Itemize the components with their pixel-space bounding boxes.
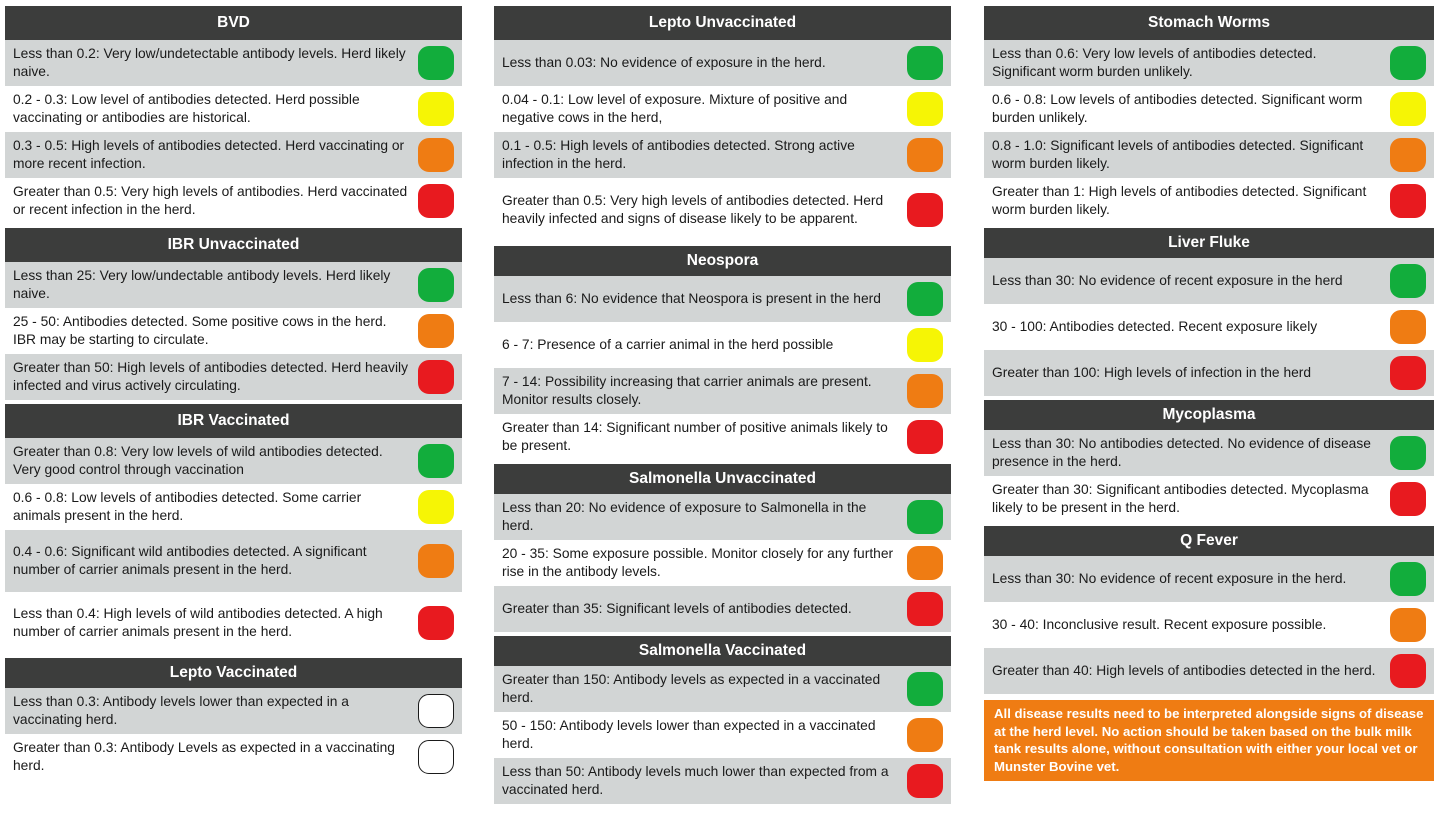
green-indicator-icon — [1390, 46, 1426, 80]
row-description: 0.2 - 0.3: Low level of antibodies detected. Herd possible vaccinating or antibodies are historical. — [13, 91, 360, 125]
row-description: Greater than 0.5: Very high levels of antibodies detected. Herd heavily infected and signs of disease likely to be apparent. — [502, 192, 884, 226]
result-row — [984, 648, 1434, 694]
green-indicator-icon — [1390, 436, 1426, 470]
result-row — [5, 530, 462, 592]
orange-indicator-icon — [1390, 608, 1426, 642]
result-row — [494, 586, 951, 632]
orange-indicator-icon — [418, 138, 454, 172]
yellow-indicator-icon — [1390, 92, 1426, 126]
section-lepto-unvaccinated — [494, 6, 951, 242]
section-header: Salmonella Unvaccinated — [494, 464, 951, 494]
disclaimer-note: All disease results need to be interpreted alongside signs of disease at the herd level. No action should be taken based on the bulk milk tank results alone, without consultation with either your local vet or Munster Bovine vet. — [984, 700, 1434, 781]
green-indicator-icon — [1390, 264, 1426, 298]
section-bvd — [5, 6, 462, 224]
result-row — [494, 132, 951, 178]
red-indicator-icon — [907, 592, 943, 626]
result-row — [5, 734, 462, 780]
row-description: 0.4 - 0.6: Significant wild antibodies detected. A significant number of carrier animals present in the herd. — [13, 543, 367, 577]
result-row — [984, 350, 1434, 396]
orange-indicator-icon — [907, 718, 943, 752]
orange-indicator-icon — [907, 546, 943, 580]
result-row — [984, 258, 1434, 304]
row-description: 50 - 150: Antibody levels lower than expected in a vaccinated herd. — [502, 717, 876, 751]
orange-indicator-icon — [907, 138, 943, 172]
result-row — [5, 178, 462, 224]
section-mycoplasma — [984, 400, 1434, 522]
result-row — [5, 40, 462, 86]
row-description: Less than 20: No evidence of exposure to Salmonella in the herd. — [502, 499, 867, 533]
yellow-indicator-icon — [418, 490, 454, 524]
section-header: IBR Vaccinated — [5, 404, 462, 438]
section-ibr-vaccinated — [5, 404, 462, 654]
red-indicator-icon — [1390, 482, 1426, 516]
red-indicator-icon — [418, 360, 454, 394]
result-row — [984, 86, 1434, 132]
section-ibr-unvaccinated — [5, 228, 462, 400]
result-row — [494, 178, 951, 242]
green-indicator-icon — [418, 444, 454, 478]
row-description: Less than 30: No antibodies detected. No evidence of disease presence in the herd. — [992, 435, 1371, 469]
result-row — [494, 712, 951, 758]
orange-indicator-icon — [418, 544, 454, 578]
result-row — [5, 592, 462, 654]
result-row — [984, 178, 1434, 224]
orange-indicator-icon — [418, 314, 454, 348]
section-header: Neospora — [494, 246, 951, 276]
result-row — [494, 368, 951, 414]
row-description: Greater than 40: High levels of antibodies detected in the herd. — [992, 662, 1376, 678]
section-lepto-vaccinated — [5, 658, 462, 780]
result-row — [494, 666, 951, 712]
section-header: Mycoplasma — [984, 400, 1434, 430]
column-middle — [494, 6, 951, 808]
row-description: 0.3 - 0.5: High levels of antibodies detected. Herd vaccinating or more recent infection. — [13, 137, 405, 171]
row-description: Greater than 14: Significant number of positive animals likely to be present. — [502, 419, 888, 453]
result-row — [5, 308, 462, 354]
row-description: Greater than 0.5: Very high levels of antibodies. Herd vaccinated or recent infection in the herd. — [13, 183, 408, 217]
row-description: 0.04 - 0.1: Low level of exposure. Mixture of positive and negative cows in the herd, — [502, 91, 848, 125]
result-row — [984, 476, 1434, 522]
green-indicator-icon — [418, 46, 454, 80]
result-row — [5, 688, 462, 734]
result-row — [984, 304, 1434, 350]
row-description: Greater than 0.3: Antibody Levels as expected in a vaccinating herd. — [13, 739, 395, 773]
result-row — [5, 86, 462, 132]
result-row — [494, 40, 951, 86]
section-salmonella-vaccinated — [494, 636, 951, 804]
row-description: 7 - 14: Possibility increasing that carrier animals are present. Monitor results closely. — [502, 373, 872, 407]
row-description: Less than 25: Very low/undectable antibody levels. Herd likely naive. — [13, 267, 391, 301]
result-row — [984, 556, 1434, 602]
row-description: Greater than 0.8: Very low levels of wild antibodies detected. Very good control through vaccination — [13, 443, 383, 477]
section-neospora — [494, 246, 951, 460]
result-row — [494, 322, 951, 368]
orange-indicator-icon — [907, 374, 943, 408]
section-stomach-worms — [984, 6, 1434, 224]
section-header: Q Fever — [984, 526, 1434, 556]
result-row — [494, 494, 951, 540]
row-description: 0.8 - 1.0: Significant levels of antibodies detected. Significant worm burden likely. — [992, 137, 1364, 171]
section-header: Liver Fluke — [984, 228, 1434, 258]
row-description: 6 - 7: Presence of a carrier animal in the herd possible — [502, 336, 834, 352]
row-description: 20 - 35: Some exposure possible. Monitor closely for any further rise in the antibody levels. — [502, 545, 894, 579]
result-row — [5, 354, 462, 400]
result-row — [5, 438, 462, 484]
row-description: Less than 0.4: High levels of wild antibodies detected. A high number of carrier animals present in the herd. — [13, 605, 383, 639]
row-description: Less than 0.6: Very low levels of antibodies detected. Significant worm burden unlikely. — [992, 45, 1317, 79]
green-indicator-icon — [907, 282, 943, 316]
red-indicator-icon — [907, 193, 943, 227]
red-indicator-icon — [907, 420, 943, 454]
row-description: Less than 50: Antibody levels much lower than expected from a vaccinated herd. — [502, 763, 889, 797]
row-description: 30 - 100: Antibodies detected. Recent exposure likely — [992, 318, 1318, 334]
row-description: Less than 0.2: Very low/undetectable antibody levels. Herd likely naive. — [13, 45, 406, 79]
result-row — [984, 132, 1434, 178]
section-header: Lepto Unvaccinated — [494, 6, 951, 40]
section-header: Stomach Worms — [984, 6, 1434, 40]
result-row — [494, 276, 951, 322]
row-description: Less than 0.03: No evidence of exposure in the herd. — [502, 54, 826, 70]
row-description: Greater than 100: High levels of infection in the herd — [992, 364, 1312, 380]
white-indicator-icon — [418, 740, 454, 774]
row-description: Less than 0.3: Antibody levels lower than expected in a vaccinating herd. — [13, 693, 349, 727]
row-description: Greater than 1: High levels of antibodies detected. Significant worm burden likely. — [992, 183, 1367, 217]
row-description: Greater than 35: Significant levels of antibodies detected. — [502, 600, 852, 616]
green-indicator-icon — [907, 46, 943, 80]
row-description: Greater than 150: Antibody levels as expected in a vaccinated herd. — [502, 671, 881, 705]
red-indicator-icon — [1390, 184, 1426, 218]
result-row — [494, 86, 951, 132]
green-indicator-icon — [1390, 562, 1426, 596]
result-row — [5, 484, 462, 530]
yellow-indicator-icon — [907, 92, 943, 126]
result-row — [494, 414, 951, 460]
section-q-fever — [984, 526, 1434, 694]
column-left — [5, 6, 462, 784]
row-description: Less than 30: No evidence of recent exposure in the herd — [992, 272, 1343, 288]
red-indicator-icon — [907, 764, 943, 798]
red-indicator-icon — [1390, 356, 1426, 390]
yellow-indicator-icon — [418, 92, 454, 126]
row-description: 0.6 - 0.8: Low levels of antibodies detected. Some carrier animals present in the herd. — [13, 489, 362, 523]
result-row — [494, 540, 951, 586]
red-indicator-icon — [1390, 654, 1426, 688]
green-indicator-icon — [418, 268, 454, 302]
result-row — [984, 602, 1434, 648]
result-row — [984, 430, 1434, 476]
green-indicator-icon — [907, 672, 943, 706]
result-row — [5, 132, 462, 178]
result-row — [494, 758, 951, 804]
row-description: Less than 30: No evidence of recent exposure in the herd. — [992, 570, 1347, 586]
row-description: Greater than 30: Significant antibodies detected. Mycoplasma likely to be present in the herd. — [992, 481, 1369, 515]
column-right — [984, 6, 1434, 781]
row-description: 0.6 - 0.8: Low levels of antibodies detected. Significant worm burden unlikely. — [992, 91, 1363, 125]
section-header: BVD — [5, 6, 462, 40]
result-row — [5, 262, 462, 308]
green-indicator-icon — [907, 500, 943, 534]
row-description: 30 - 40: Inconclusive result. Recent exposure possible. — [992, 616, 1327, 632]
red-indicator-icon — [418, 184, 454, 218]
red-indicator-icon — [418, 606, 454, 640]
orange-indicator-icon — [1390, 310, 1426, 344]
result-row — [984, 40, 1434, 86]
row-description: 0.1 - 0.5: High levels of antibodies detected. Strong active infection in the herd. — [502, 137, 855, 171]
row-description: Less than 6: No evidence that Neospora is present in the herd — [502, 290, 881, 306]
row-description: 25 - 50: Antibodies detected. Some positive cows in the herd. IBR may be starting to circulate. — [13, 313, 387, 347]
section-salmonella-unvaccinated — [494, 464, 951, 632]
orange-indicator-icon — [1390, 138, 1426, 172]
white-indicator-icon — [418, 694, 454, 728]
row-description: Greater than 50: High levels of antibodies detected. Herd heavily infected and virus actively circulating. — [13, 359, 408, 393]
section-liver-fluke — [984, 228, 1434, 396]
yellow-indicator-icon — [907, 328, 943, 362]
section-header: Salmonella Vaccinated — [494, 636, 951, 666]
section-header: Lepto Vaccinated — [5, 658, 462, 688]
section-header: IBR Unvaccinated — [5, 228, 462, 262]
